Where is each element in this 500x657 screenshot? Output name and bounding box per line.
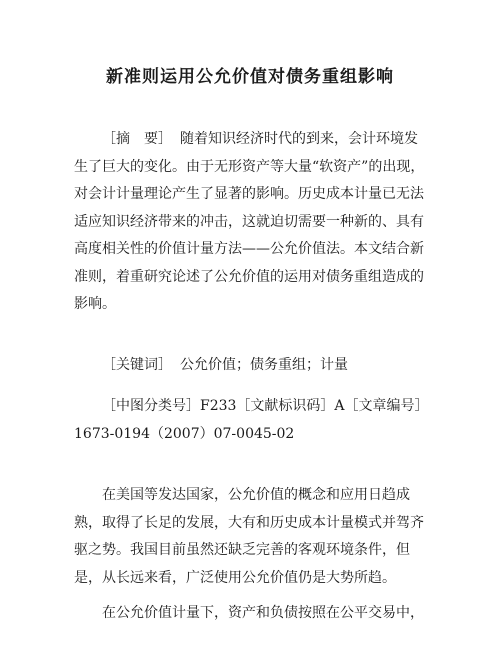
body-paragraph-2: 在公允价值计量下，资产和负债按照在公平交易中， xyxy=(102,605,424,621)
abstract-paragraph xyxy=(74,126,426,319)
body-paragraph-1: 在美国等发达国家，公允价值的概念和应用日趋成熟，取得了长足的发展，大有和历史成本计量模式并驾齐驱之势。我国目前虽然还缺乏完善的客观环境条件，但是，从长远来看，广泛使用公允价值仍是大势所趋。 xyxy=(74,487,424,586)
abstract-text: 随着知识经济时代的到来，会计环境发生了巨大的变化。由于无形资产等大量“软资产”的出现，对会计计量理论产生了显著的影响。历史成本计量已无法适应知识经济带来的冲击，这就迫切需要一种新的、具有高度相关性的价值计量方法——公允价值法。本文结合新准则，着重研究论述了公允价值的运用对债务重组造成的影响。 xyxy=(74,131,425,312)
keywords-line xyxy=(74,352,426,380)
classification-line: ［中图分类号］F233［文献标识码］A［文章编号］1673-0194（2007）07-0045-02 xyxy=(74,398,422,442)
abstract-label: ［摘 要］ xyxy=(102,131,172,147)
paper-title: 新准则运用公允价值对债务重组影响 xyxy=(106,67,394,87)
keywords-text: 公允价值；债务重组；计量 xyxy=(180,357,348,373)
keywords-label: ［关键词］ xyxy=(102,357,172,373)
